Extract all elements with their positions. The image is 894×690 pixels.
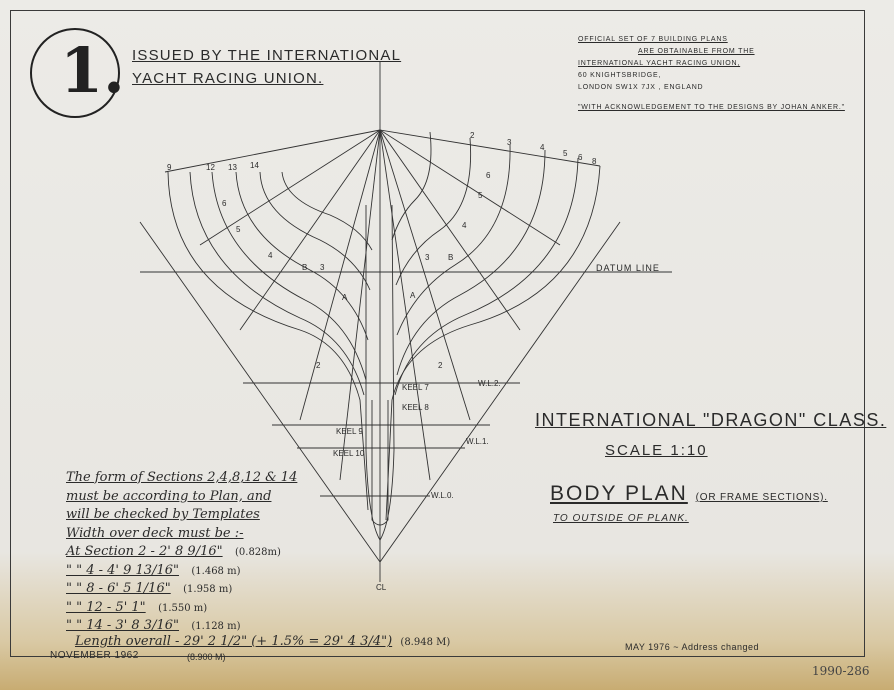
- station-label: 5: [236, 225, 241, 234]
- station-label: B: [302, 263, 308, 272]
- body-plan-subtitle: (OR FRAME SECTIONS).: [695, 492, 828, 503]
- outside-text: TO OUTSIDE OF PLANK.: [553, 513, 689, 524]
- section-width-row: [66, 617, 297, 636]
- station-label: B: [448, 253, 454, 262]
- station-label: 6: [486, 171, 491, 180]
- station-label: 14: [250, 161, 259, 170]
- notes-block: [66, 469, 297, 636]
- official-line-2: ARE OBTAINABLE FROM THE: [638, 48, 755, 55]
- issue-date: NOVEMBER 1962: [50, 650, 139, 661]
- note-line: must be according to Plan, and: [66, 488, 272, 504]
- wl1-label: W.L.1.: [466, 437, 489, 446]
- station-label: 3: [320, 263, 325, 272]
- width-metric: (0.828m): [235, 547, 281, 558]
- note-line: The form of Sections 2,4,8,12 & 14: [66, 470, 298, 485]
- width-text: " " 8 - 6' 5 1/16": [66, 581, 171, 596]
- section-width-row: [66, 562, 297, 581]
- station-label: 6: [578, 153, 583, 162]
- body-plan-text: BODY PLAN: [550, 482, 688, 505]
- keel9-label: KEEL 9: [336, 427, 363, 436]
- width-metric: (1.468 m): [191, 565, 241, 577]
- station-label: 6: [222, 199, 227, 208]
- station-label: A: [342, 293, 348, 302]
- sheet-number: 1.: [60, 34, 125, 107]
- section-width-row: [66, 543, 297, 562]
- body-plan-title: [550, 482, 828, 506]
- wl2-label: W.L.2.: [478, 379, 501, 388]
- width-metric: (1.958 m): [183, 584, 233, 595]
- outside-of-plank: [553, 513, 689, 524]
- station-label: 2: [438, 361, 443, 370]
- official-line-5: LONDON SW1X 7JX , ENGLAND: [578, 84, 704, 91]
- station-label: 2: [316, 361, 321, 370]
- station-label: 13: [228, 163, 237, 172]
- width-text: " " 14 - 3' 8 3/16": [66, 618, 179, 633]
- official-plans-note: [578, 34, 755, 94]
- station-label: 5: [563, 149, 568, 158]
- revision-note: MAY 1976 ~ Address changed: [625, 642, 760, 652]
- station-label: 9: [167, 163, 172, 172]
- width-metric: (1.128 m): [191, 621, 241, 632]
- note-line: will be checked by Templates: [66, 507, 260, 522]
- class-title: [535, 410, 886, 431]
- station-label: 4: [462, 221, 467, 230]
- station-label: 8: [592, 157, 597, 166]
- scale: [605, 442, 708, 459]
- note-line: Width over deck must be :-: [66, 525, 244, 541]
- width-text: At Section 2 - 2' 8 9/16": [66, 544, 223, 559]
- width-text: " " 4 - 4' 9 13/16": [66, 562, 179, 578]
- station-label: 4: [540, 143, 545, 152]
- section-width-row: [66, 599, 297, 618]
- length-overall: [75, 634, 450, 649]
- official-line-1: OFFICIAL SET OF 7 BUILDING PLANS: [578, 36, 728, 43]
- section-width-row: [66, 580, 297, 599]
- class-title-text: INTERNATIONAL "DRAGON" CLASS.: [535, 410, 887, 430]
- width-text: " " 12 - 5' 1": [66, 599, 146, 615]
- width-metric: (1.550 m): [158, 602, 208, 614]
- station-label: 3: [507, 138, 512, 147]
- length-metric: (8.948 M): [400, 637, 451, 648]
- station-label: A: [410, 291, 416, 300]
- issuer-line-2: YACHT RACING UNION.: [132, 70, 324, 87]
- station-label: 2: [470, 131, 475, 140]
- length-metric-2: (8.900 M): [187, 652, 226, 662]
- keel8-label: KEEL 8: [402, 403, 429, 412]
- archive-reference: 1990-286: [812, 664, 870, 678]
- scale-text: SCALE 1:10: [605, 442, 708, 459]
- issuer-block: [132, 44, 401, 90]
- station-label: 3: [425, 253, 430, 262]
- official-line-3: INTERNATIONAL YACHT RACING UNION,: [578, 60, 741, 67]
- station-label: 5: [478, 191, 483, 200]
- length-text: Length overall - 29' 2 1/2" (+ 1.5% = 29' 4 3/4"): [75, 634, 393, 649]
- station-label: 12: [206, 163, 215, 172]
- centre-line-label: CL: [376, 583, 387, 592]
- official-line-4: 60 KNIGHTSBRIDGE,: [578, 72, 662, 79]
- wl0-label: W.L.0.: [431, 491, 454, 500]
- keel10-label: KEEL 10: [333, 449, 365, 458]
- acknowledgement: "WITH ACKNOWLEDGEMENT TO THE DESIGNS BY JOHAN ANKER.": [578, 104, 845, 111]
- station-label: 4: [268, 251, 273, 260]
- keel7-label: KEEL 7: [402, 383, 429, 392]
- datum-line-label: DATUM LINE: [596, 263, 660, 273]
- issuer-line-1: ISSUED BY THE INTERNATIONAL: [132, 47, 402, 64]
